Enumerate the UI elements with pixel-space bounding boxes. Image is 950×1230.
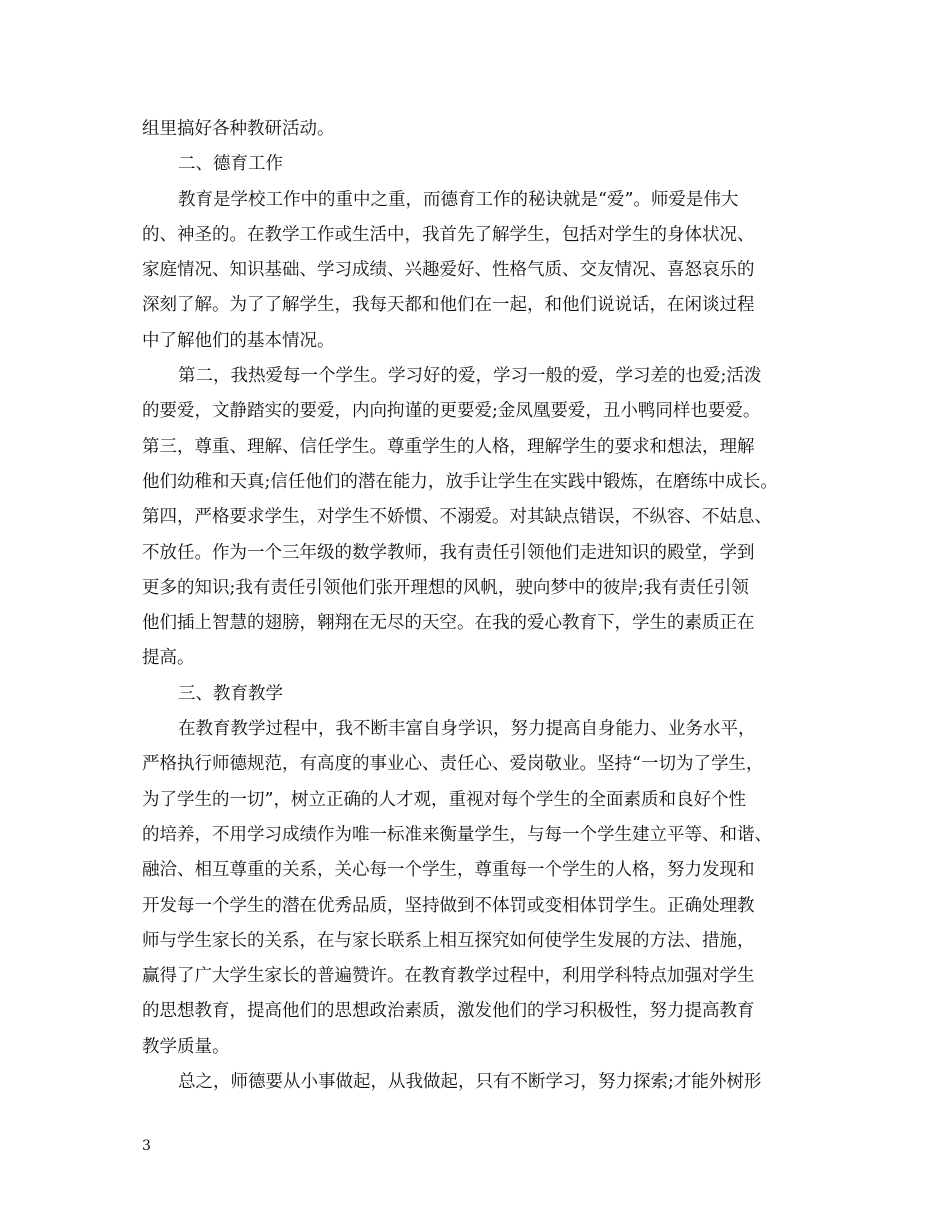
text-line: 师与学生家长的关系，在与家长联系上相互探究如何使学生发展的方法、措施， (142, 930, 755, 951)
text-line: 赢得了广大学生家长的普遍赞许。在教育教学过程中，利用学科特点加强对学生 (142, 966, 755, 987)
text-line: 融洽、相互尊重的关系，关心每一个学生，尊重每一个学生的人格，努力发现和 (142, 860, 755, 881)
text-line: 第二，我热爱每一个学生。学习好的爱，学习一般的爱，学习差的也爱;活泼 (178, 366, 762, 387)
text-line: 第三，尊重、理解、信任学生。尊重学生的人格，理解学生的要求和想法，理解 (142, 436, 755, 457)
text-line: 第四，严格要求学生，对学生不娇惯、不溺爱。对其缺点错误，不纵容、不姑息、 (142, 507, 772, 528)
text-line: 三、教育教学 (178, 683, 283, 704)
text-line: 他们幼稚和天真;信任他们的潜在能力，放手让学生在实践中锻炼，在磨练中成长。 (142, 471, 778, 492)
text-line: 的思想教育，提高他们的思想政治素质，激发他们的学习积极性，努力提高教育 (142, 1001, 755, 1022)
text-line: 组里搞好各种教研活动。 (142, 119, 335, 139)
text-line: 家庭情况、知识基础、学习成绩、兴趣爱好、性格气质、交友情况、喜怒哀乐的 (142, 260, 755, 281)
text-line: 教学质量。 (142, 1036, 230, 1057)
text-line: 他们插上智慧的翅膀，翱翔在无尽的天空。在我的爱心教育下，学生的素质正在 (142, 613, 755, 634)
page-number: 3 (142, 1138, 151, 1154)
text-line: 总之，师德要从小事做起，从我做起，只有不断学习，努力探索;才能外树形 (178, 1072, 762, 1093)
text-line: 为了学生的一切”，树立正确的人才观，重视对每个学生的全面素质和良好个性 (142, 789, 746, 810)
text-line: 更多的知识;我有责任引领他们张开理想的风帆，驶向梦中的彼岸;我有责任引领 (142, 577, 749, 598)
text-line: 提高。 (142, 648, 195, 669)
text-line: 严格执行师德规范，有高度的事业心、责任心、爱岗敬业。坚持“一切为了学生， (142, 754, 764, 775)
document-body (142, 112, 832, 1100)
text-line: 深刻了解。为了了解学生，我每天都和他们在一起，和他们说说话，在闲谈过程 (142, 295, 755, 316)
text-line: 不放任。作为一个三年级的数学教师，我有责任引领他们走进知识的殿堂，学到 (142, 542, 755, 563)
text-line: 开发每一个学生的潜在优秀品质，坚持做到不体罚或变相体罚学生。正确处理教 (142, 895, 755, 916)
text-line: 的要爱，文静踏实的要爱，内向拘谨的更要爱;金凤凰要爱，丑小鸭同样也要爱。 (142, 401, 761, 422)
text-line: 的、神圣的。在教学工作或生活中，我首先了解学生，包括对学生的身体状况、 (142, 224, 755, 245)
text-line: 中了解他们的基本情况。 (142, 330, 335, 351)
text-line: 在教育教学过程中，我不断丰富自身学识，努力提高自身能力、业务水平， (178, 719, 756, 740)
text-line: 二、德育工作 (178, 154, 283, 175)
text-line: 教育是学校工作中的重中之重，而德育工作的秘诀就是“爱”。师爱是伟大 (178, 189, 739, 210)
text-line: 的培养，不用学习成绩作为唯一标准来衡量学生，与每一个学生建立平等、和谐、 (142, 824, 772, 845)
